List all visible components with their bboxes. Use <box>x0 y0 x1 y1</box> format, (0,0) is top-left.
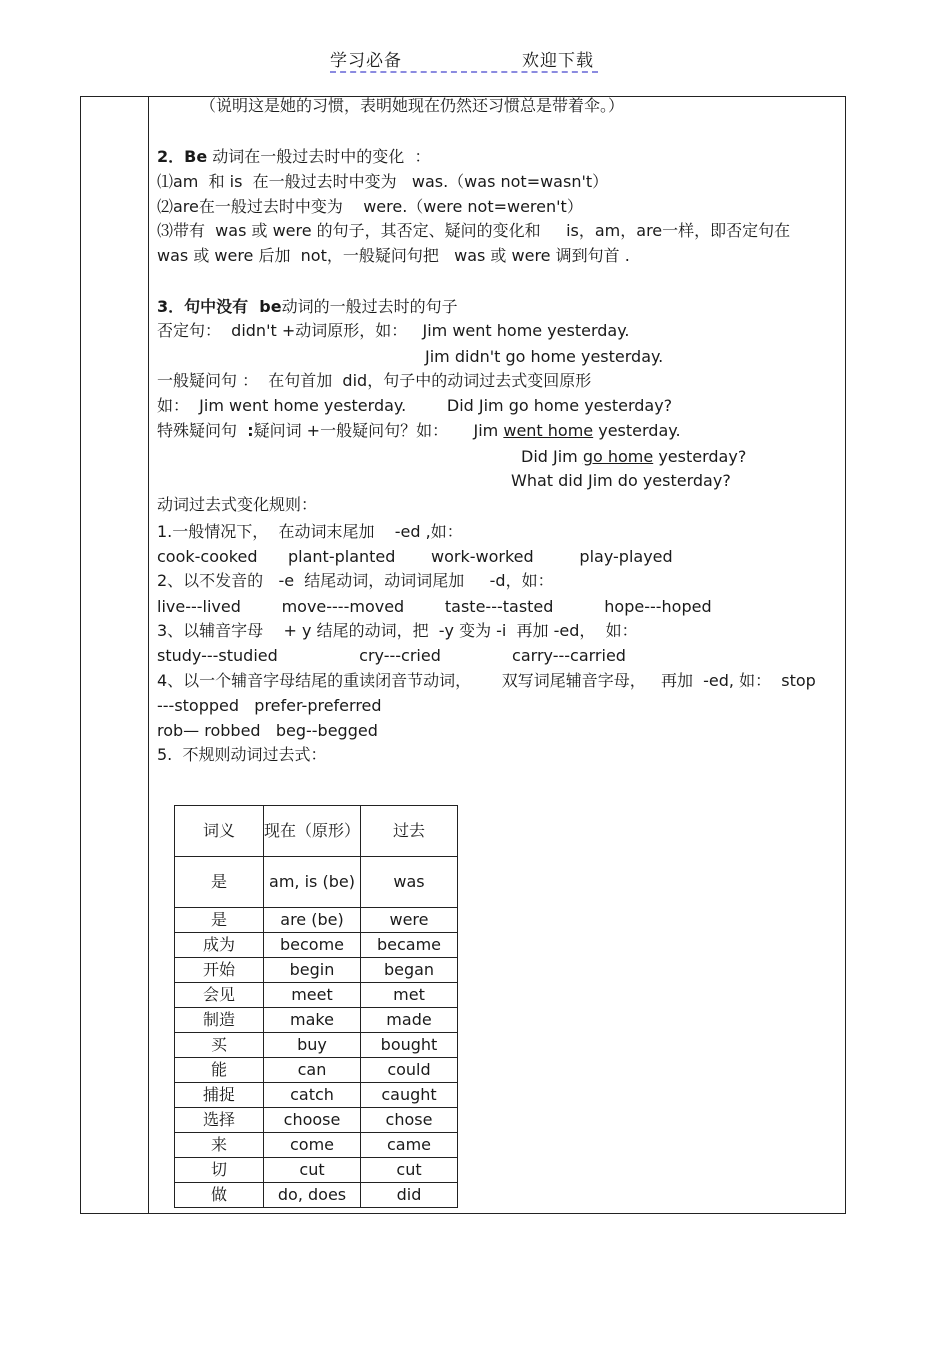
table-cell: 选择 <box>175 1108 264 1133</box>
underlined-text: go home <box>582 447 654 466</box>
table-row <box>175 1158 458 1183</box>
table-row <box>175 983 458 1008</box>
text-line: 动词过去式变化规则： <box>157 495 318 514</box>
table-row <box>175 933 458 958</box>
text-line <box>521 447 746 467</box>
text-line: What did Jim do yesterday? <box>511 471 731 490</box>
table-cell: 是 <box>175 908 264 933</box>
section-3-heading <box>157 297 458 317</box>
rule-line: was 或 were 后加 not，一般疑问句把 was 或 were 调到句首 . <box>157 246 630 265</box>
table-cell: met <box>361 983 458 1008</box>
text-line: live---lived move----moved taste---tasted hope---hoped <box>157 597 712 616</box>
table-cell: can <box>264 1058 361 1083</box>
rule-line: ⑶带有 was 或 were 的句子，其否定、疑问的变化和 is，am，are一样，即否定句在 <box>157 221 791 240</box>
line-note: （说明这是她的习惯，表明她现在仍然还习惯总是带着伞。） <box>200 96 625 115</box>
header-right: 欢迎下载 <box>522 51 594 71</box>
text-line: Jim didn't go home yesterday. <box>425 347 664 366</box>
table-cell: 切 <box>175 1158 264 1183</box>
text-line: 如： Jim went home yesterday. Did Jim go home yesterday? <box>157 396 673 415</box>
table-cell: 能 <box>175 1058 264 1083</box>
rule-line: ⑵are在一般过去时中变为 were.（were not=weren't） <box>157 197 583 216</box>
table-header-row <box>175 806 458 857</box>
table-row <box>175 1033 458 1058</box>
table-cell: came <box>361 1133 458 1158</box>
rule-line: ⑴am 和 is 在一般过去时中变为 was.（was not=wasn't） <box>157 172 609 191</box>
table-cell: am, is (be) <box>264 857 361 908</box>
header-left: 学习必备 <box>330 51 402 71</box>
table-cell: catch <box>264 1083 361 1108</box>
table-cell: made <box>361 1008 458 1033</box>
table-cell: 买 <box>175 1033 264 1058</box>
table-cell: make <box>264 1008 361 1033</box>
section-keyword: Be <box>184 147 208 166</box>
text-line: study---studied cry---cried carry---carried <box>157 646 626 665</box>
text-line: 2、以不发音的 -e 结尾动词，动词词尾加 -d，如： <box>157 571 554 590</box>
table-cell: became <box>361 933 458 958</box>
table-cell: caught <box>361 1083 458 1108</box>
text-line: 3、以辅音字母 + y 结尾的动词，把 -y 变为 -i 再加 -ed， 如： <box>157 621 638 640</box>
table-cell: are (be) <box>264 908 361 933</box>
table-row <box>175 1058 458 1083</box>
text-seg: : <box>247 421 254 440</box>
column-divider <box>148 96 149 1214</box>
table-cell: 是 <box>175 857 264 908</box>
text-seg: yesterday. <box>593 421 681 440</box>
section-title: 动词的一般过去时的句子 <box>281 297 458 316</box>
text-line: ---stopped prefer-preferred <box>157 696 382 715</box>
section-title: 动词在一般过去时中的变化 ： <box>207 147 431 166</box>
text-line: 4、以一个辅音字母结尾的重读闭音节动词， 双写词尾辅音字母， 再加 -ed, 如： stop <box>157 671 816 690</box>
section-2-heading <box>157 147 430 167</box>
section-number: 3．句中没有 <box>157 297 260 316</box>
table-cell: began <box>361 958 458 983</box>
text-seg: yesterday? <box>653 447 747 466</box>
text-line: 1.一般情况下， 在动词末尾加 -ed ,如： <box>157 522 463 541</box>
table-cell: was <box>361 857 458 908</box>
table-header-cell: 词义 <box>175 806 264 857</box>
table-cell: do, does <box>264 1183 361 1208</box>
table-row <box>175 958 458 983</box>
text-seg: Did Jim <box>521 447 583 466</box>
table-row <box>175 1008 458 1033</box>
table-cell: 制造 <box>175 1008 264 1033</box>
table-cell: could <box>361 1058 458 1083</box>
table-cell: chose <box>361 1108 458 1133</box>
text-line <box>157 421 681 441</box>
table-row <box>175 1108 458 1133</box>
table-cell: did <box>361 1183 458 1208</box>
text-line: 一般疑问句 ： 在句首加 did，句子中的动词过去式变回原形 <box>157 371 592 390</box>
table-cell: 开始 <box>175 958 264 983</box>
table-cell: 做 <box>175 1183 264 1208</box>
table-row <box>175 908 458 933</box>
table-cell: cut <box>264 1158 361 1183</box>
header-underline <box>330 71 598 73</box>
text-line: 否定句： didn't +动词原形，如： Jim went home yesterday. <box>157 321 630 340</box>
table-row <box>175 857 458 908</box>
section-number: 2． <box>157 147 185 166</box>
table-cell: become <box>264 933 361 958</box>
table-cell: bought <box>361 1033 458 1058</box>
section-keyword: be <box>259 297 282 316</box>
table-cell: were <box>361 908 458 933</box>
table-cell: choose <box>264 1108 361 1133</box>
table-cell: 来 <box>175 1133 264 1158</box>
text-seg: 特殊疑问句 <box>157 421 248 440</box>
table-row <box>175 1083 458 1108</box>
table-cell: 捕捉 <box>175 1083 264 1108</box>
irregular-verbs-table <box>174 805 458 1208</box>
text-line: cook-cooked plant-planted work-worked play-played <box>157 547 673 566</box>
table-cell: meet <box>264 983 361 1008</box>
underlined-text: went home <box>503 421 594 440</box>
table-row <box>175 1133 458 1158</box>
table-cell: buy <box>264 1033 361 1058</box>
table-cell: 会见 <box>175 983 264 1008</box>
table-row <box>175 1183 458 1208</box>
table-header-cell: 现在（原形） <box>264 806 361 857</box>
text-line: 5. 不规则动词过去式： <box>157 745 327 764</box>
text-seg: 疑问词 +一般疑问句？如： Jim <box>253 421 504 440</box>
table-cell: begin <box>264 958 361 983</box>
text-line: rob— robbed beg--begged <box>157 721 378 740</box>
table-cell: 成为 <box>175 933 264 958</box>
table-header-cell: 过去 <box>361 806 458 857</box>
table-cell: come <box>264 1133 361 1158</box>
table-cell: cut <box>361 1158 458 1183</box>
